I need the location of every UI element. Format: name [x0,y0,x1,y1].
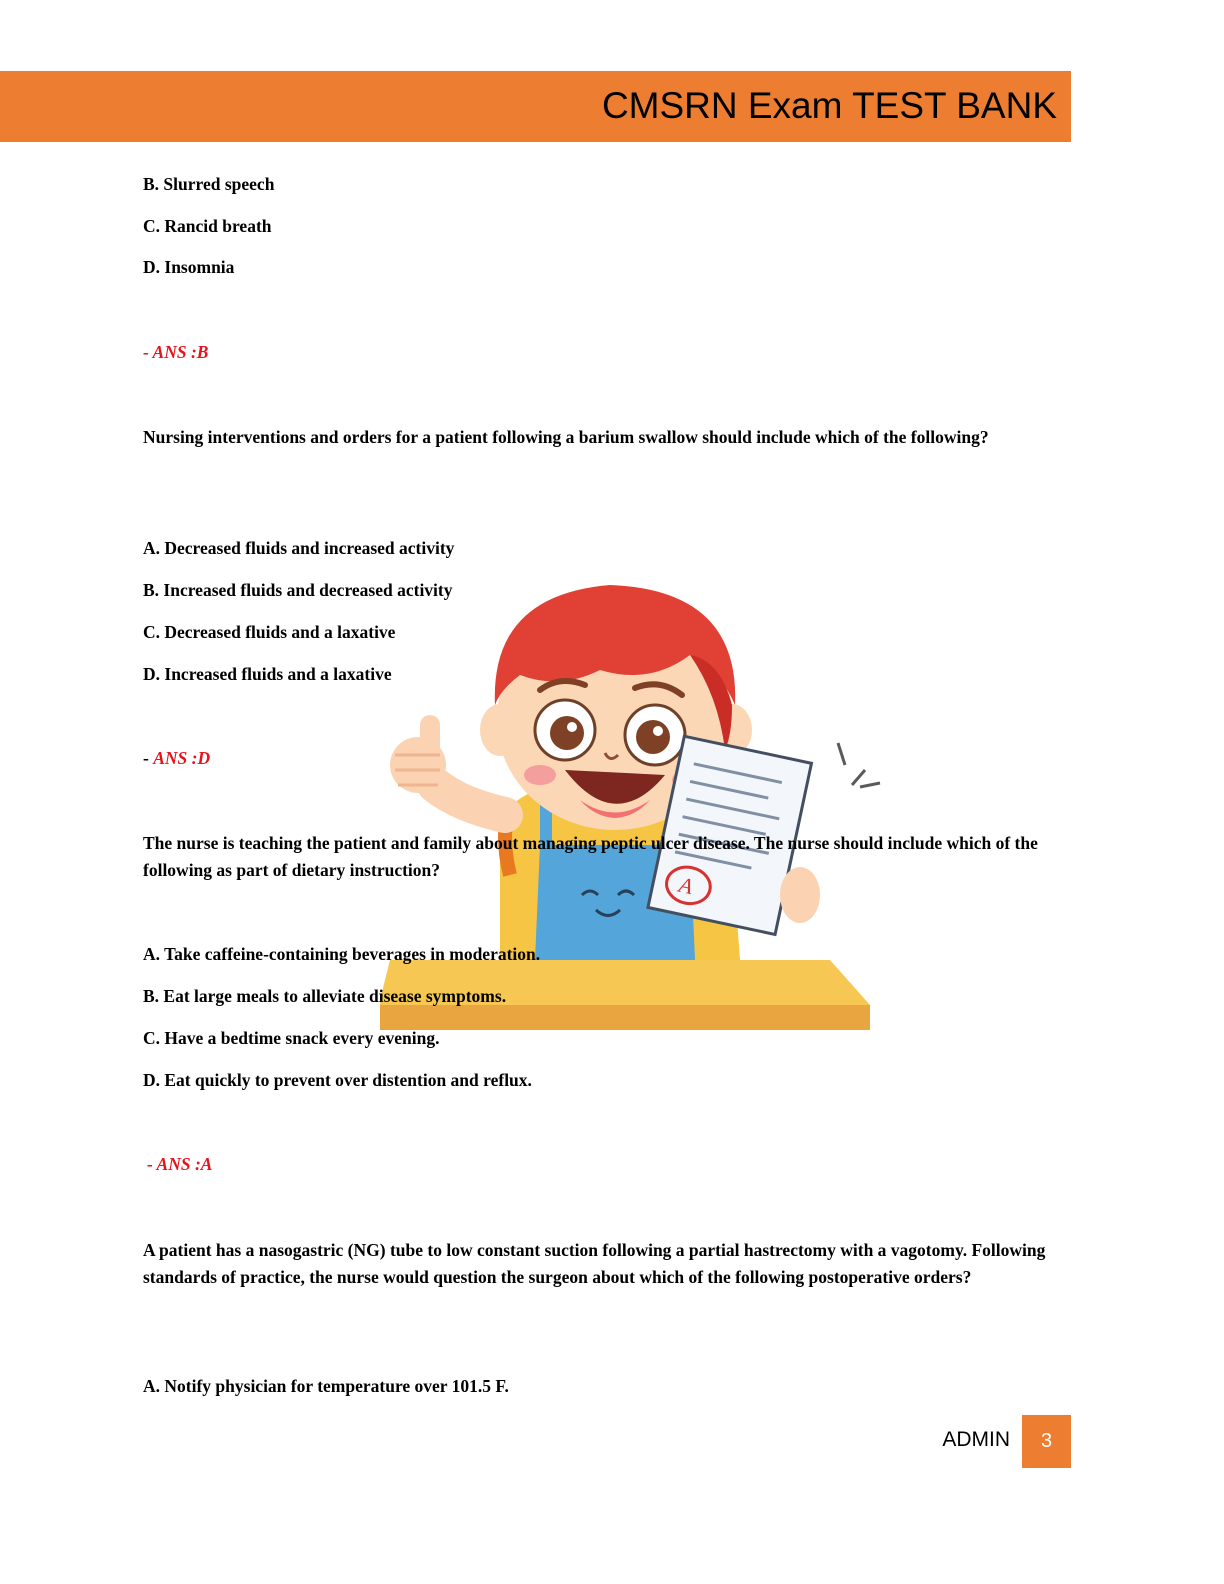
prev-option-b: B. Slurred speech [143,174,275,194]
q1-option-b: B. Increased fluids and decreased activity [143,580,453,600]
footer-label: ADMIN [942,1428,1010,1451]
q1-answer-text: ANS :D [153,748,211,768]
q1-stem: Nursing interventions and orders for a patient following a barium swallow should include which of the following? [143,427,989,447]
prev-answer: - ANS :B [143,342,209,362]
q1-option-d: D. Increased fluids and a laxative [143,664,392,684]
page-number: 3 [1022,1415,1071,1468]
paper-grade-mark: A [676,871,696,900]
q1-option-a: A. Decreased fluids and increased activity [143,538,455,558]
q1-option-c: C. Decreased fluids and a laxative [143,622,396,642]
prev-option-d: D. Insomnia [143,257,235,277]
q2-stem: The nurse is teaching the patient and family about managing peptic ulcer disease. The nurse should include which of the following as part of dietary instruction? [143,833,1038,880]
q2-option-a: A. Take caffeine-containing beverages in moderation. [143,944,541,964]
q2-option-c: C. Have a bedtime snack every evening. [143,1028,440,1048]
prev-option-c: C. Rancid breath [143,216,272,236]
q2-option-b: B. Eat large meals to alleviate disease symptoms. [143,986,507,1006]
q3-option-a: A. Notify physician for temperature over 101.5 F. [143,1376,509,1396]
q1-answer [143,745,1063,771]
q3-stem: A patient has a nasogastric (NG) tube to low constant suction following a partial hastrectomy with a vagotomy. Following standards of practice, the nurse would question the surgeon about which of the following postoperative orders? [143,1240,1046,1287]
q1-answer-dash: - [143,748,154,768]
header-title: CMSRN Exam TEST BANK [601,85,1057,126]
q2-answer: - ANS :A [147,1154,213,1174]
q2-option-d: D. Eat quickly to prevent over distention and reflux. [143,1070,532,1090]
header-bar [0,71,1071,142]
